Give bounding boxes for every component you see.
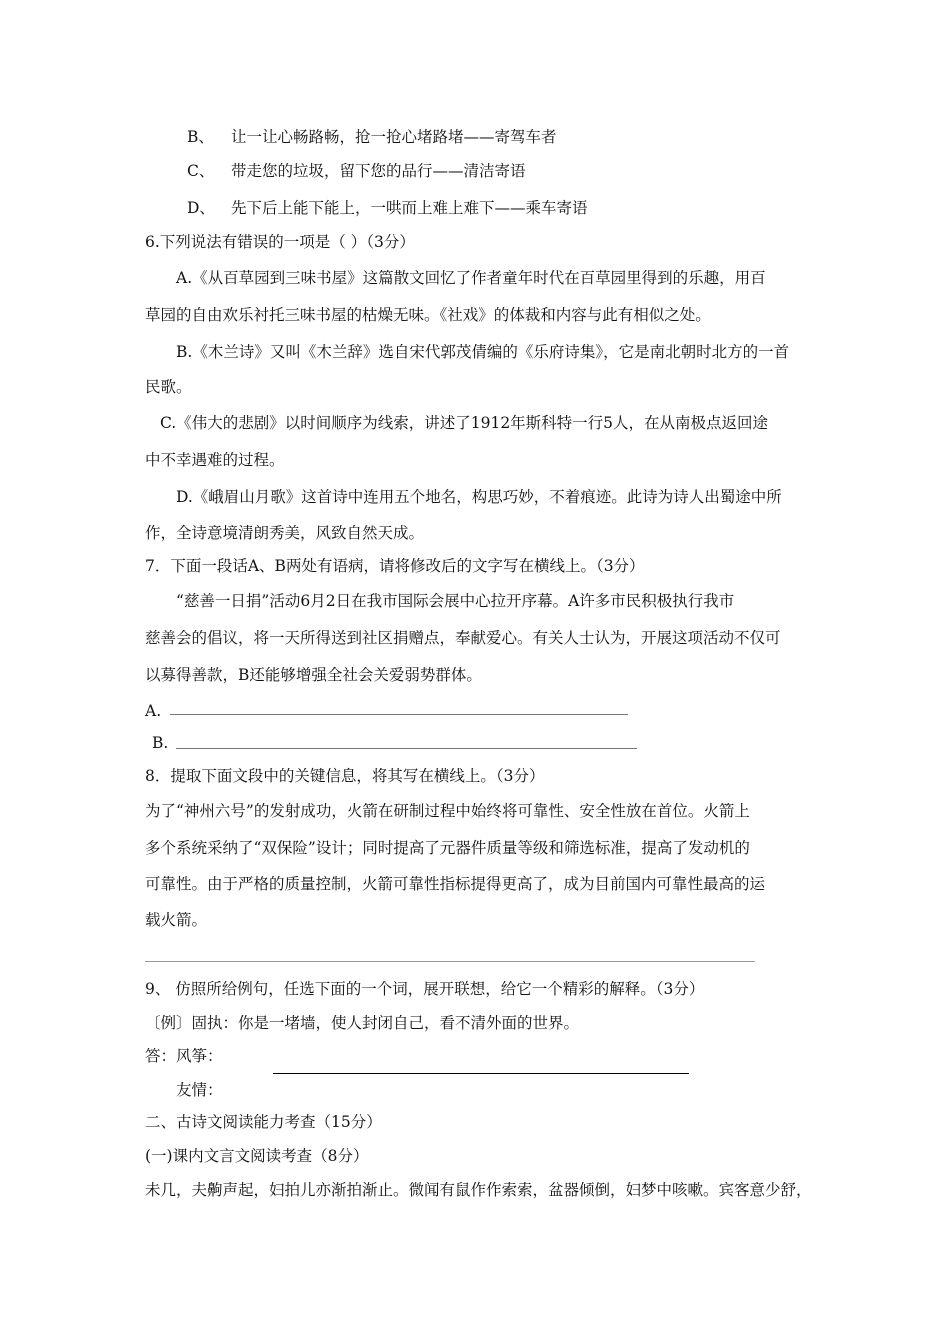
q6-option-b-line2: 民歌。 xyxy=(145,378,192,396)
q7-passage-line1: “慈善一日捐”活动6月2日在我市国际会展中心拉开序幕。A许多市民积极执行我市 xyxy=(176,592,735,610)
q9-answer-line[interactable] xyxy=(273,1073,689,1074)
section2-subtitle: (一)课内文言文阅读考查（8分） xyxy=(145,1147,369,1165)
section2-passage-line1: 未几，夫齁声起，妇拍儿亦渐拍渐止。微闻有鼠作作索索，盆器倾倒，妇梦中咳嗽。宾客意少舒， xyxy=(145,1181,812,1199)
q6-option-c-line2: 中不幸遇难的过程。 xyxy=(145,451,285,469)
q6-option-c-line1: C.《伟大的悲剧》以时间顺序为线索，讲述了1912年斯科特一行5人，在从南极点返回途 xyxy=(160,414,769,432)
q8-passage-line1: 为了“神州六号”的发射成功，火箭在研制过程中始终将可靠性、安全性放在首位。火箭上 xyxy=(145,802,750,820)
q9-example: 〔例〕固执：你是一堵墙，使人封闭自己，看不清外面的世界。 xyxy=(145,1014,580,1032)
q5-option-c xyxy=(187,161,526,181)
q5-option-d-text: 先下后上能下能上，一哄而上难上难下——乘车寄语 xyxy=(231,199,588,217)
q8-passage-line3: 可靠性。由于严格的质量控制，火箭可靠性指标提得更高了，成为目前国内可靠性最高的运 xyxy=(145,875,766,893)
q5-option-c-text: 带走您的垃圾，留下您的品行——清洁寄语 xyxy=(231,162,526,180)
q5-option-b-text: 让一让心畅路畅，抢一抢心堵路堵——寄驾车者 xyxy=(231,128,557,146)
q5-option-c-tag: C、 xyxy=(187,162,215,180)
q6-option-b-line1: B.《木兰诗》又叫《木兰辞》选自宋代郭茂倩编的《乐府诗集》，它是南北朝时北方的一首 xyxy=(176,343,790,361)
q8-passage-line2: 多个系统采纳了“双保险”设计；同时提高了元器件质量等级和筛选标准，提高了发动机的 xyxy=(145,839,750,857)
q8-answer-line[interactable] xyxy=(145,961,755,962)
q5-option-d xyxy=(187,198,588,218)
q6-option-d-line1: D.《峨眉山月歌》这首诗中连用五个地名，构思巧妙，不着痕迹。此诗为诗人出蜀途中所 xyxy=(176,488,782,506)
q8-passage-line4: 载火箭。 xyxy=(145,911,208,929)
q7-answer-b-label: B. xyxy=(152,734,169,752)
q7-passage-line3: 以募得善款，B还能够增强全社会关爱弱势群体。 xyxy=(145,666,482,684)
q6-option-d-line2: 作，全诗意境清朗秀美，风致自然天成。 xyxy=(145,524,425,542)
q6-stem: 6.下列说法有错误的一项是（ ）（3分） xyxy=(145,233,415,251)
section2-title: 二、古诗文阅读能力考查（15分） xyxy=(145,1113,382,1131)
q5-option-b xyxy=(187,127,557,147)
q5-option-b-tag: B、 xyxy=(187,128,214,146)
q9-stem: 9、 仿照所给例句，任选下面的一个词，展开联想，给它一个精彩的解释。（3分） xyxy=(145,980,705,998)
q7-answer-a-label: A. xyxy=(145,702,162,720)
q7-answer-a-line[interactable] xyxy=(170,714,628,715)
q7-answer-b-line[interactable] xyxy=(176,748,637,749)
q9-friendship-label: 友情： xyxy=(176,1081,223,1099)
q5-option-d-tag: D、 xyxy=(187,199,215,217)
q7-passage-line2: 慈善会的倡议，将一天所得送到社区捐赠点，奉献爱心。有关人士认为，开展这项活动不仅可 xyxy=(145,629,781,647)
q6-option-a-line1: A.《从百草园到三味书屋》这篇散文回忆了作者童年时代在百草园里得到的乐趣，用百 xyxy=(176,269,766,287)
q7-stem: 7．下面一段话A、B两处有语病，请将修改后的文字写在横线上。（3分） xyxy=(145,557,645,575)
q9-answer-label: 答：风筝： xyxy=(145,1047,223,1065)
q6-option-a-line2: 草园的自由欢乐衬托三味书屋的枯燥无味。《社戏》的体裁和内容与此有相似之处。 xyxy=(145,306,711,324)
q8-stem: 8．提取下面文段中的关键信息，将其写在横线上。（3分） xyxy=(145,767,545,785)
